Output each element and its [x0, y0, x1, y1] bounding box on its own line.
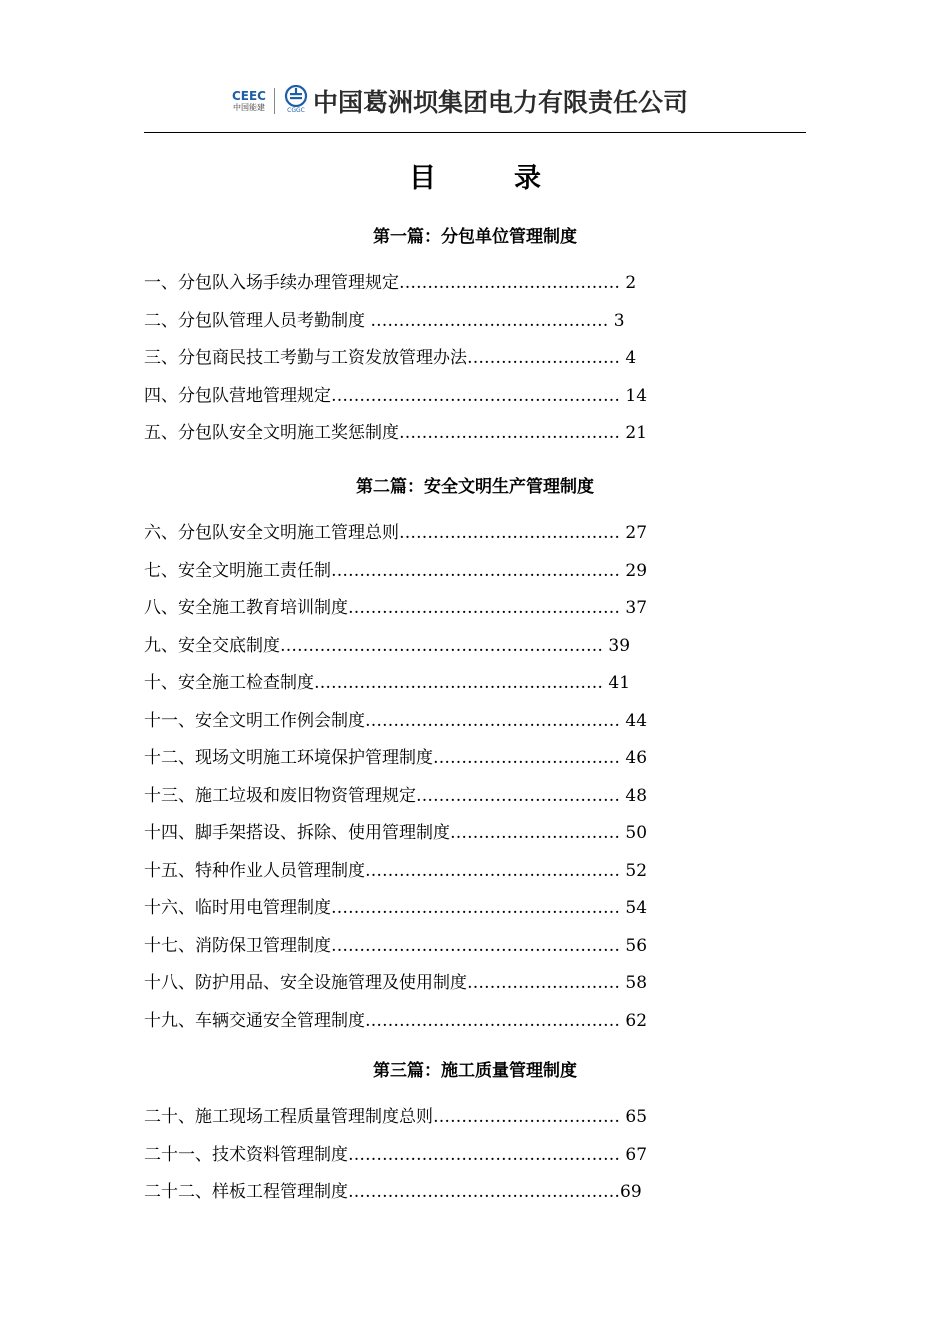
toc-entry-leader: …………………………………: [399, 423, 620, 443]
toc-entry-leader: …………………………………………: [348, 1182, 620, 1202]
toc-entry-page: 56: [620, 935, 648, 956]
toc-entry-page: 44: [620, 710, 648, 731]
toc-entry-title: 十六、临时用电管理制度: [144, 898, 331, 918]
toc-entry-page: 48: [620, 785, 648, 806]
toc-entry-page: 41: [603, 673, 631, 693]
toc-entry-page: 39: [603, 635, 631, 656]
part-heading: 第三篇：施工质量管理制度: [373, 1061, 577, 1081]
toc-entry-page: 67: [620, 1144, 648, 1165]
cggc-logo-subtitle: CGGC: [287, 107, 305, 114]
toc-entry[interactable]: [144, 935, 647, 957]
toc-entry-page: 58: [620, 973, 648, 993]
toc-entry[interactable]: [144, 747, 647, 769]
toc-entry[interactable]: [144, 635, 630, 657]
logo-divider: [274, 88, 275, 114]
toc-entry-page: 46: [620, 748, 648, 768]
toc-entry-leader: ………………………………………: [365, 1010, 620, 1031]
toc-entry-title: 三、分包商民技工考勤与工资发放管理办法: [144, 348, 467, 368]
toc-entry-title: 二十二、样板工程管理制度: [144, 1182, 348, 1202]
toc-entry-page: 52: [620, 860, 648, 881]
toc-entry-title: 十五、特种作业人员管理制度: [144, 860, 365, 881]
header-rule: [144, 132, 806, 133]
toc-entry-title: 二十、施工现场工程质量管理制度总则: [144, 1107, 433, 1127]
toc-entry[interactable]: [144, 347, 636, 369]
toc-entry-leader: …………………………………………: [348, 598, 620, 618]
toc-entry-leader: …………………………………………: [348, 1144, 620, 1165]
toc-entry-leader: ………………………………………: [365, 860, 620, 881]
toc-entry-page: 4: [620, 348, 637, 368]
document-header: [228, 84, 688, 118]
toc-entry-leader: ……………………………………: [370, 310, 609, 331]
toc-entry-leader: ……………………………: [433, 748, 620, 768]
toc-entry-page: 14: [620, 385, 648, 406]
cggc-emblem-icon: [284, 85, 308, 107]
toc-entry-title: 八、安全施工教育培训制度: [144, 598, 348, 618]
toc-entry-title: 十、安全施工检查制度: [144, 673, 314, 693]
toc-entry[interactable]: [144, 672, 630, 694]
page-title: 目录: [409, 163, 619, 194]
toc-entry-title: 十一、安全文明工作例会制度: [144, 710, 365, 731]
ceec-logo-subtitle: 中国能建: [233, 103, 265, 112]
toc-entry-title: 六、分包队安全文明施工管理总则: [144, 523, 399, 543]
toc-entry[interactable]: [144, 785, 647, 807]
toc-entry[interactable]: [144, 897, 647, 919]
toc-entry-title: 十四、脚手架搭设、拆除、使用管理制度: [144, 823, 450, 843]
toc-entry-leader: ……………………………………………: [314, 673, 603, 693]
toc-entry-leader: …………………………: [450, 823, 620, 843]
company-name: 中国葛洲坝集团电力有限责任公司: [313, 88, 689, 117]
toc-entry[interactable]: [144, 385, 647, 407]
toc-entry[interactable]: [144, 272, 636, 294]
toc-entry-leader: …………………………………: [399, 273, 620, 293]
toc-entry-page: 50: [620, 823, 648, 843]
toc-entry[interactable]: [144, 822, 647, 844]
toc-entry-page: 21: [620, 423, 648, 443]
toc-entry-page: 29: [620, 560, 648, 581]
toc-entry-leader: ……………………………………………: [331, 898, 620, 918]
toc-entry-leader: ………………………: [467, 348, 620, 368]
cggc-logo: [281, 85, 311, 117]
toc-entry-leader: ………………………………………: [365, 710, 620, 731]
toc-entry-page: 3: [608, 310, 625, 331]
toc-entry-title: 五、分包队安全文明施工奖惩制度: [144, 423, 399, 443]
toc-entry-title: 十九、车辆交通安全管理制度: [144, 1010, 365, 1031]
toc-entry-title: 十七、消防保卫管理制度: [144, 935, 331, 956]
toc-entry-title: 一、分包队入场手续办理管理规定: [144, 273, 399, 293]
toc-entry-title: 十二、现场文明施工环境保护管理制度: [144, 748, 433, 768]
toc-entry-leader: ………………………………: [416, 785, 620, 806]
toc-entry-leader: ……………………………………………: [331, 935, 620, 956]
toc-entry-leader: ………………………: [467, 973, 620, 993]
toc-entry[interactable]: [144, 972, 647, 994]
toc-entry-page: 54: [620, 898, 648, 918]
toc-entry-leader: ……………………………………………: [331, 385, 620, 406]
toc-entry[interactable]: [144, 1010, 647, 1032]
toc-entry-leader: ……………………………: [433, 1107, 620, 1127]
toc-entry[interactable]: [144, 522, 647, 544]
toc-entry-title: 二十一、技术资料管理制度: [144, 1144, 348, 1165]
toc-entry[interactable]: [144, 597, 647, 619]
toc-entry-page: 37: [620, 598, 648, 618]
toc-entry[interactable]: [144, 860, 647, 882]
toc-entry[interactable]: [144, 560, 647, 582]
toc-entry-page: 62: [620, 1010, 648, 1031]
toc-entry-page: 65: [620, 1107, 648, 1127]
toc-entry[interactable]: [144, 1106, 647, 1128]
toc-entry[interactable]: [144, 1181, 642, 1203]
toc-entry-page: 27: [620, 523, 648, 543]
toc-entry-title: 七、安全文明施工责任制: [144, 560, 331, 581]
toc-entry-leader: …………………………………: [399, 523, 620, 543]
part-heading: 第一篇：分包单位管理制度: [373, 227, 577, 247]
toc-entry-leader: …………………………………………………: [280, 635, 603, 656]
toc-entry-title: 四、分包队营地管理规定: [144, 385, 331, 406]
toc-entry-title: 二、分包队管理人员考勤制度: [144, 310, 371, 331]
toc-entry[interactable]: [144, 710, 647, 732]
toc-entry-title: 十三、施工垃圾和废旧物资管理规定: [144, 785, 416, 806]
toc-entry[interactable]: [144, 310, 625, 332]
toc-entry[interactable]: [144, 1144, 647, 1166]
toc-entry[interactable]: [144, 422, 647, 444]
toc-entry-title: 十八、防护用品、安全设施管理及使用制度: [144, 973, 467, 993]
ceec-logo: [228, 86, 270, 116]
part-heading: 第二篇：安全文明生产管理制度: [356, 477, 594, 497]
toc-entry-leader: ……………………………………………: [331, 560, 620, 581]
ceec-logo-mark: CEEC: [231, 89, 266, 103]
toc-entry-title: 九、安全交底制度: [144, 635, 280, 656]
toc-entry-page: 69: [620, 1182, 642, 1202]
toc-entry-page: 2: [620, 273, 637, 293]
